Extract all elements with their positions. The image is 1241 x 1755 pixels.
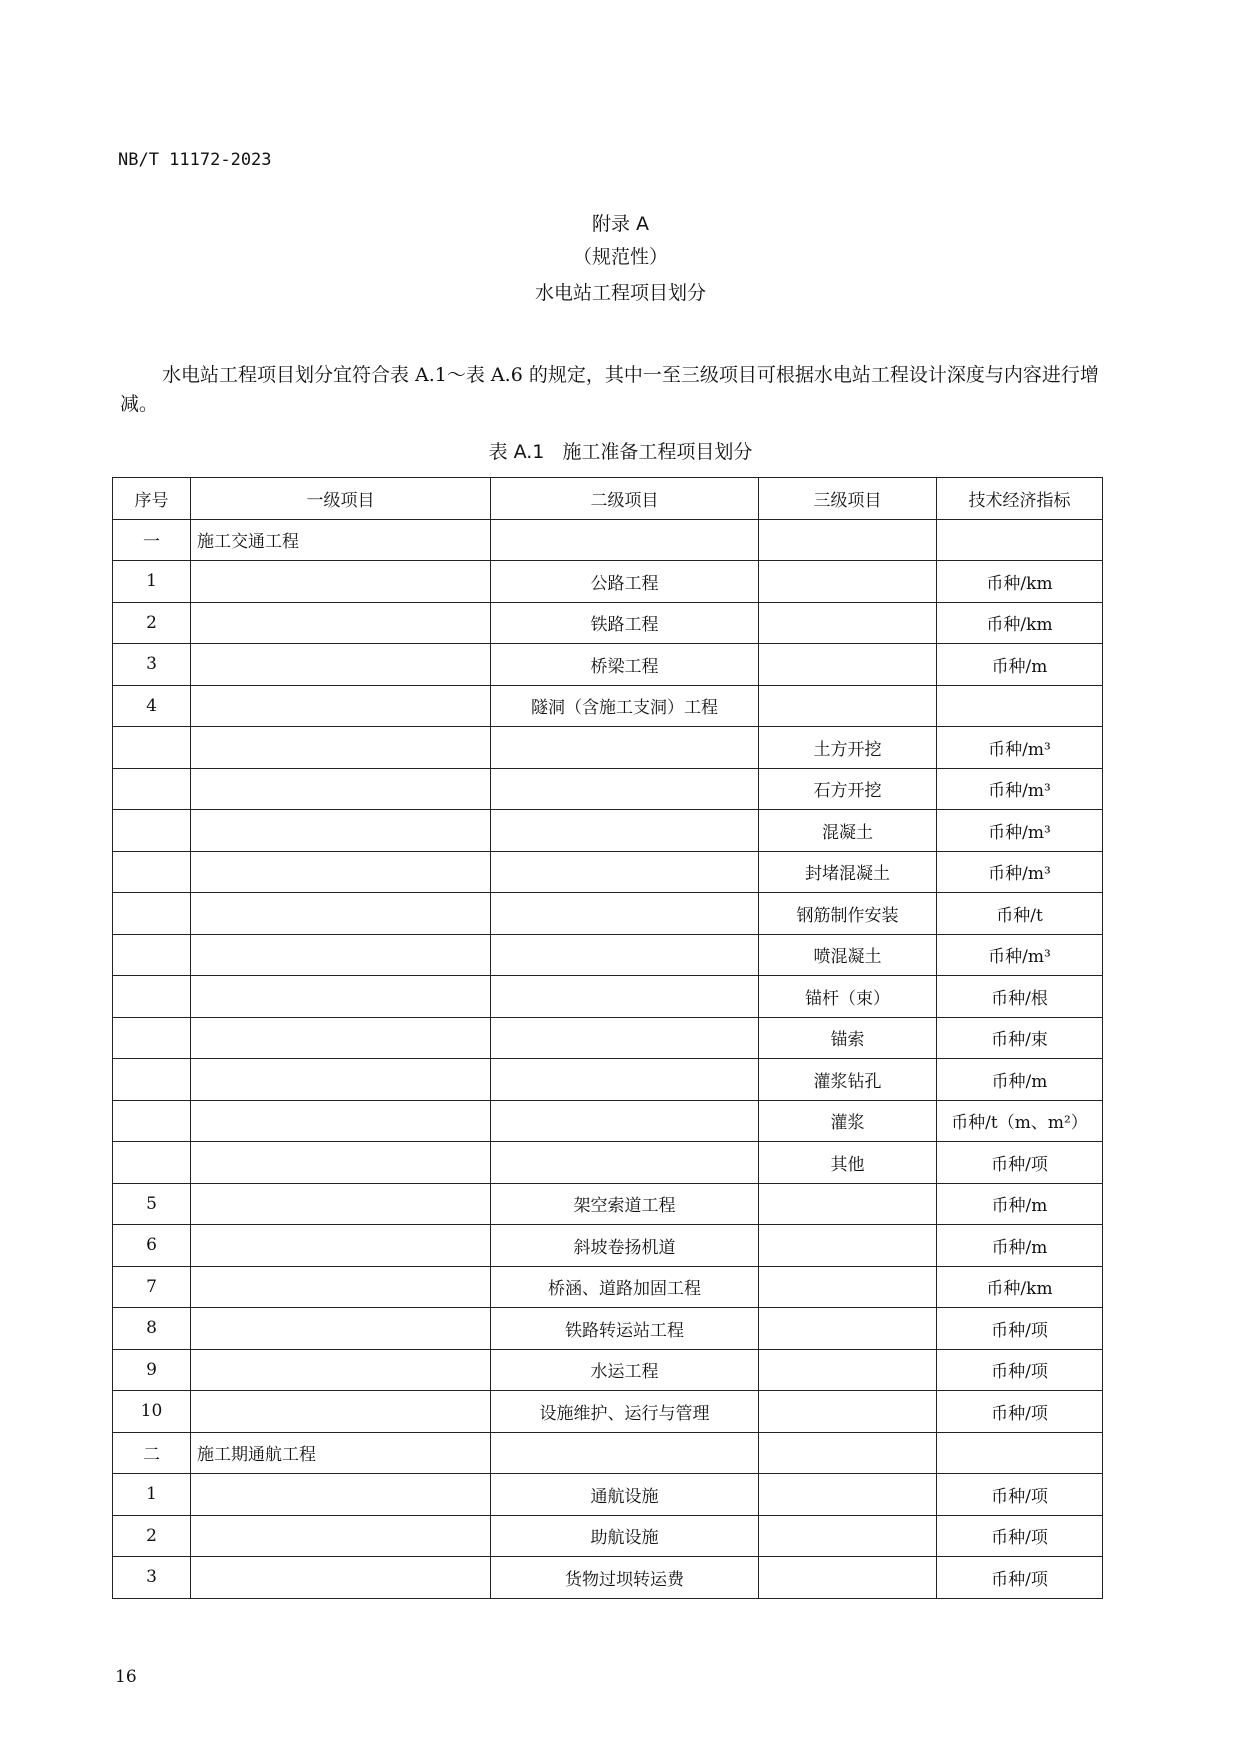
table-row (113, 1266, 1103, 1308)
table-row (113, 1474, 1103, 1516)
cell-seq (113, 1142, 191, 1184)
cell-seq: 3 (113, 644, 191, 686)
cell-seq: 4 (113, 685, 191, 727)
cell-level2 (491, 810, 759, 852)
table-row (113, 1308, 1103, 1350)
cell-level1 (191, 851, 491, 893)
table-row (113, 1100, 1103, 1142)
cell-level1 (191, 1225, 491, 1267)
cell-seq: 二 (113, 1432, 191, 1474)
cell-level1 (191, 1059, 491, 1101)
cell-seq: 5 (113, 1183, 191, 1225)
cell-level2: 架空索道工程 (491, 1183, 759, 1225)
cell-level2 (491, 893, 759, 935)
cell-seq: 9 (113, 1349, 191, 1391)
cell-level1 (191, 893, 491, 935)
cell-level2: 通航设施 (491, 1474, 759, 1516)
header-indicator: 技术经济指标 (937, 478, 1103, 520)
cell-level1 (191, 685, 491, 727)
header-level2: 二级项目 (491, 478, 759, 520)
cell-level2 (491, 1432, 759, 1474)
cell-level2: 货物过坝转运费 (491, 1557, 759, 1599)
cell-indicator: 币种/m³ (937, 851, 1103, 893)
cell-level1 (191, 1142, 491, 1184)
cell-indicator: 币种/项 (937, 1515, 1103, 1557)
cell-level2: 铁路转运站工程 (491, 1308, 759, 1350)
table-row (113, 1142, 1103, 1184)
cell-seq: 2 (113, 602, 191, 644)
cell-level3 (759, 1432, 937, 1474)
table-header-row (113, 478, 1103, 520)
cell-indicator: 币种/km (937, 602, 1103, 644)
table-row (113, 519, 1103, 561)
cell-level1 (191, 768, 491, 810)
cell-level3 (759, 1183, 937, 1225)
cell-level1 (191, 1183, 491, 1225)
cell-level2: 水运工程 (491, 1349, 759, 1391)
header-seq: 序号 (113, 478, 191, 520)
cell-level2 (491, 519, 759, 561)
table-caption-title: 施工准备工程项目划分 (562, 441, 753, 463)
cell-level2 (491, 768, 759, 810)
cell-level1 (191, 1349, 491, 1391)
table-row (113, 1391, 1103, 1433)
cell-indicator: 币种/项 (937, 1349, 1103, 1391)
cell-level3 (759, 644, 937, 686)
cell-level2 (491, 1100, 759, 1142)
cell-seq: 3 (113, 1557, 191, 1599)
cell-seq (113, 976, 191, 1018)
cell-seq: 8 (113, 1308, 191, 1350)
cell-indicator: 币种/m (937, 1059, 1103, 1101)
cell-level2 (491, 976, 759, 1018)
cell-seq: 1 (113, 561, 191, 603)
cell-seq (113, 893, 191, 935)
table-row (113, 1059, 1103, 1101)
cell-level2: 铁路工程 (491, 602, 759, 644)
table-row (113, 768, 1103, 810)
cell-level3: 土方开挖 (759, 727, 937, 769)
cell-level1 (191, 1557, 491, 1599)
cell-level1 (191, 1266, 491, 1308)
cell-level3: 灌浆钻孔 (759, 1059, 937, 1101)
cell-indicator: 币种/km (937, 561, 1103, 603)
appendix-type: （规范性） (572, 246, 668, 268)
cell-indicator (937, 1432, 1103, 1474)
table-row (113, 561, 1103, 603)
cell-level3 (759, 685, 937, 727)
cell-indicator: 币种/项 (937, 1142, 1103, 1184)
cell-indicator: 币种/m³ (937, 934, 1103, 976)
cell-level2 (491, 1059, 759, 1101)
cell-level1 (191, 727, 491, 769)
cell-level2 (491, 934, 759, 976)
cell-level1: 施工交通工程 (191, 519, 491, 561)
cell-level1 (191, 976, 491, 1018)
cell-seq (113, 934, 191, 976)
table-row (113, 1225, 1103, 1267)
cell-level2 (491, 1142, 759, 1184)
header-level1: 一级项目 (191, 478, 491, 520)
intro-paragraph: 水电站工程项目划分宜符合表 A.1～表 A.6 的规定，其中一至三级项目可根据水电站工程设计深度与内容进行增减。 (120, 364, 1099, 415)
cell-level3 (759, 1515, 937, 1557)
cell-level1 (191, 644, 491, 686)
table-row (113, 934, 1103, 976)
cell-indicator: 币种/t（m、m²） (937, 1100, 1103, 1142)
page-number: 16 (115, 1667, 137, 1687)
cell-level1 (191, 934, 491, 976)
cell-indicator: 币种/m³ (937, 727, 1103, 769)
cell-seq: 1 (113, 1474, 191, 1516)
cell-indicator: 币种/m (937, 644, 1103, 686)
cell-level1: 施工期通航工程 (191, 1432, 491, 1474)
table-row (113, 851, 1103, 893)
cell-level1 (191, 561, 491, 603)
cell-level3 (759, 602, 937, 644)
table-row (113, 685, 1103, 727)
cell-indicator (937, 519, 1103, 561)
cell-level3 (759, 1308, 937, 1350)
cell-level3: 混凝土 (759, 810, 937, 852)
cell-indicator (937, 685, 1103, 727)
table-row (113, 976, 1103, 1018)
cell-level3: 钢筋制作安装 (759, 893, 937, 935)
cell-level2 (491, 727, 759, 769)
cell-level3 (759, 519, 937, 561)
cell-seq (113, 727, 191, 769)
cell-level2: 设施维护、运行与管理 (491, 1391, 759, 1433)
cell-seq: 7 (113, 1266, 191, 1308)
cell-indicator: 币种/项 (937, 1391, 1103, 1433)
cell-level3 (759, 1225, 937, 1267)
cell-level3 (759, 1474, 937, 1516)
appendix-heading: 水电站工程项目划分 (534, 282, 706, 304)
cell-indicator: 币种/项 (937, 1308, 1103, 1350)
cell-indicator: 币种/m (937, 1183, 1103, 1225)
header-level3: 三级项目 (759, 478, 937, 520)
cell-seq (113, 810, 191, 852)
cell-indicator: 币种/束 (937, 1017, 1103, 1059)
cell-level2: 助航设施 (491, 1515, 759, 1557)
table-row (113, 602, 1103, 644)
cell-indicator: 币种/km (937, 1266, 1103, 1308)
cell-level1 (191, 1308, 491, 1350)
cell-level3: 锚索 (759, 1017, 937, 1059)
cell-indicator: 币种/t (937, 893, 1103, 935)
cell-level3 (759, 1557, 937, 1599)
cell-level2 (491, 851, 759, 893)
cell-seq: 一 (113, 519, 191, 561)
cell-seq (113, 1017, 191, 1059)
cell-indicator: 币种/m³ (937, 768, 1103, 810)
cell-indicator: 币种/根 (937, 976, 1103, 1018)
table-caption-number: 表 A.1 (488, 441, 545, 463)
cell-level2: 斜坡卷扬机道 (491, 1225, 759, 1267)
cell-seq (113, 1100, 191, 1142)
cell-level1 (191, 1100, 491, 1142)
table-row (113, 1557, 1103, 1599)
cell-level3: 灌浆 (759, 1100, 937, 1142)
cell-level2: 桥梁工程 (491, 644, 759, 686)
table-row (113, 1432, 1103, 1474)
cell-level3 (759, 1266, 937, 1308)
cell-level1 (191, 1391, 491, 1433)
cell-level3: 喷混凝土 (759, 934, 937, 976)
cell-level3: 锚杆（束） (759, 976, 937, 1018)
cell-level3: 石方开挖 (759, 768, 937, 810)
standard-code: NB/T 11172-2023 (118, 150, 272, 170)
table-row (113, 1183, 1103, 1225)
cell-level1 (191, 1515, 491, 1557)
cell-level3 (759, 561, 937, 603)
cell-indicator: 币种/m (937, 1225, 1103, 1267)
cell-level3 (759, 1391, 937, 1433)
table-row (113, 1515, 1103, 1557)
cell-seq (113, 768, 191, 810)
cell-indicator: 币种/m³ (937, 810, 1103, 852)
appendix-title: 附录 A (591, 213, 650, 235)
table-row (113, 810, 1103, 852)
cell-level1 (191, 1474, 491, 1516)
cell-level2: 公路工程 (491, 561, 759, 603)
cell-level2 (491, 1017, 759, 1059)
cell-indicator: 币种/项 (937, 1557, 1103, 1599)
cell-level1 (191, 1017, 491, 1059)
cell-level3: 其他 (759, 1142, 937, 1184)
table-body (113, 519, 1103, 1598)
cell-indicator: 币种/项 (937, 1474, 1103, 1516)
table-caption (0, 437, 1241, 464)
cell-level2: 隧洞（含施工支洞）工程 (491, 685, 759, 727)
table-row (113, 644, 1103, 686)
cell-seq: 6 (113, 1225, 191, 1267)
cell-seq: 10 (113, 1391, 191, 1433)
cell-level2: 桥涵、道路加固工程 (491, 1266, 759, 1308)
cell-seq: 2 (113, 1515, 191, 1557)
cell-level3: 封堵混凝土 (759, 851, 937, 893)
cell-seq (113, 1059, 191, 1101)
cell-level3 (759, 1349, 937, 1391)
table-row (113, 1017, 1103, 1059)
table-row (113, 727, 1103, 769)
cell-level1 (191, 810, 491, 852)
table-row (113, 893, 1103, 935)
table-row (113, 1349, 1103, 1391)
project-division-table (112, 477, 1103, 1599)
cell-level1 (191, 602, 491, 644)
cell-seq (113, 851, 191, 893)
